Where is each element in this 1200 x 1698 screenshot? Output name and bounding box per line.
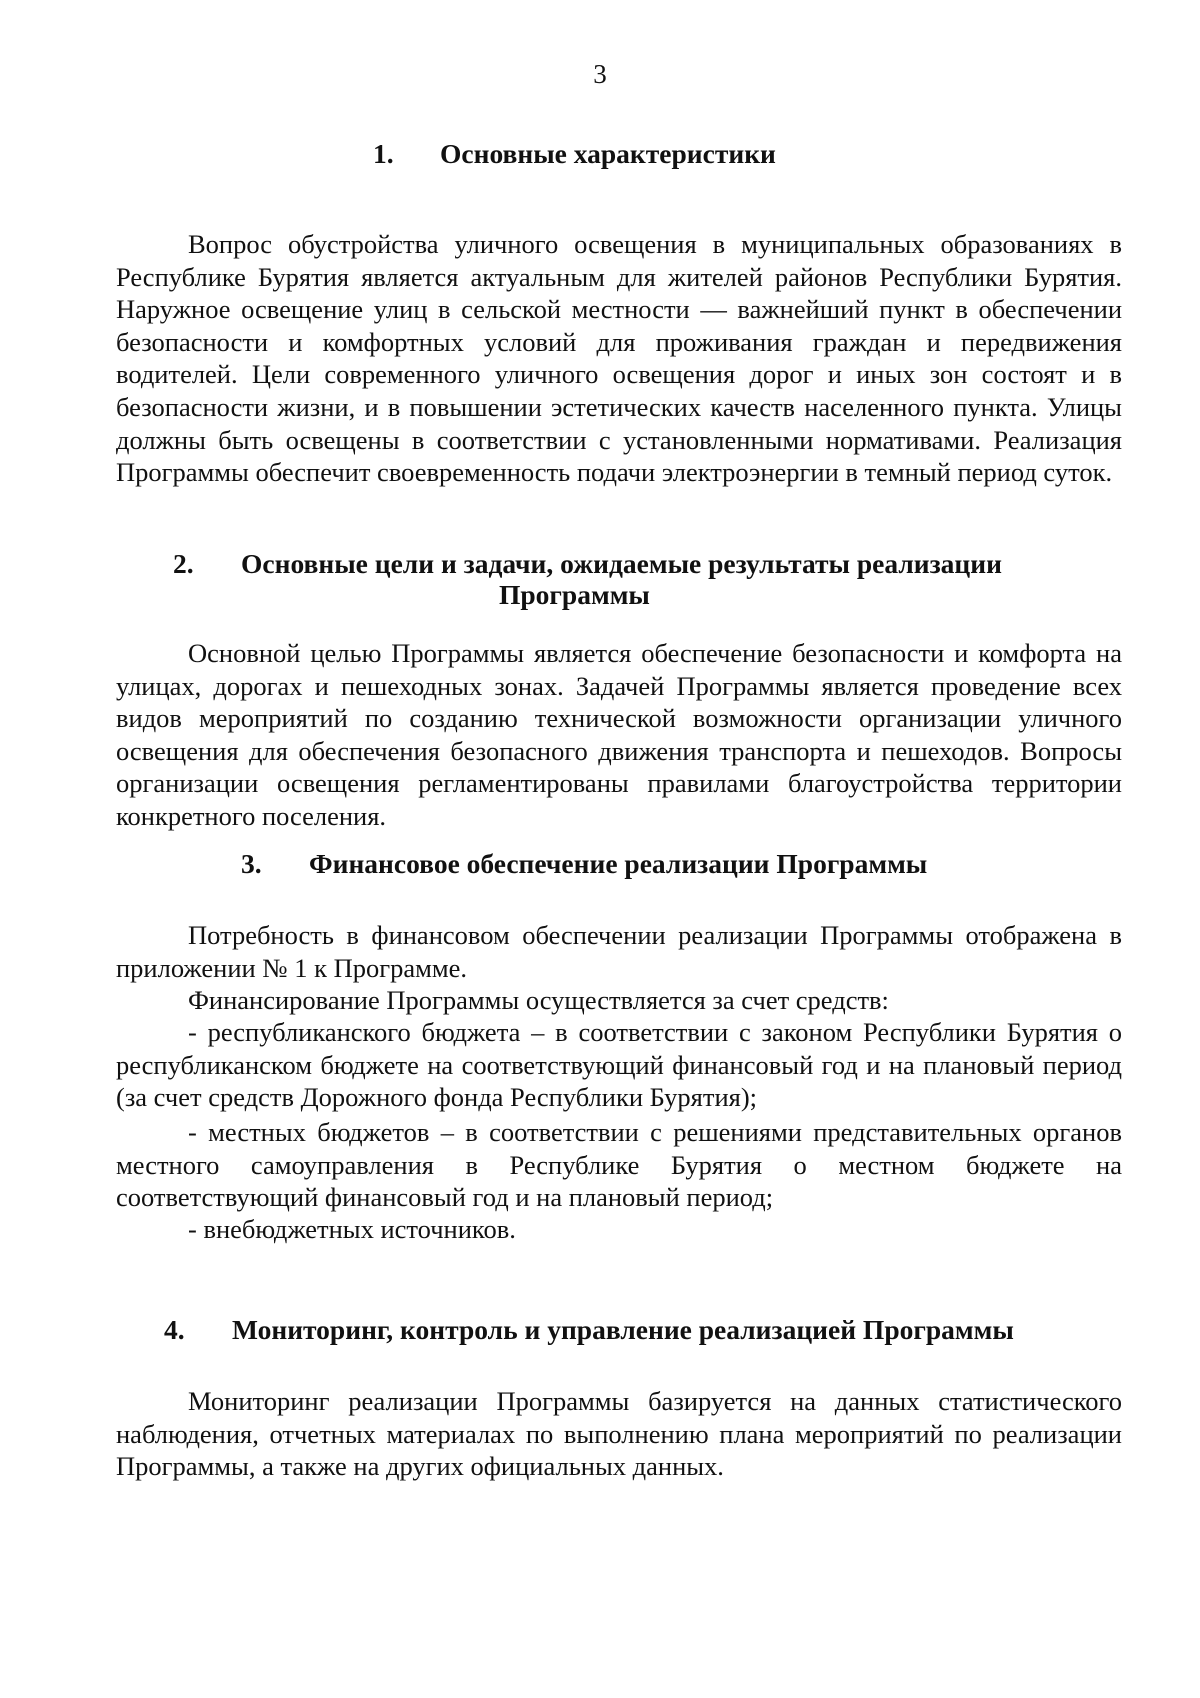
page-number: 3	[593, 59, 607, 89]
section-3-paragraph-4: - местных бюджетов – в соответствии с решениями представительных органов местного самоуправления в Республике Бурятия о местном бюджете на соответствующий финансовый год и на плановый период;	[116, 1117, 1122, 1213]
section-2-number: 2.	[173, 548, 194, 579]
section-4-heading	[164, 1314, 1064, 1346]
section-3-number: 3.	[241, 848, 262, 879]
section-3-title: Финансовое обеспечение реализации Программы	[309, 848, 928, 879]
section-2-title-line-1: Основные цели и задачи, ожидаемые результаты реализации	[241, 548, 1002, 579]
section-3-heading	[241, 848, 941, 880]
section-1-number: 1.	[373, 138, 394, 169]
section-3-paragraph-1: Потребность в финансовом обеспечении реализации Программы отображена в приложении № 1 к Программе.	[116, 920, 1122, 983]
section-1-heading	[373, 138, 873, 170]
section-2-heading	[173, 548, 1073, 612]
section-1-paragraph-1: Вопрос обустройства уличного освещения в муниципальных образованиях в Республике Бурятия является актуальным для жителей районов Республики Бурятия. Наружное освещение улиц в сельской местности — важнейший пункт в обеспечении безопасности и комфортных условий для проживания граждан и передвижения водителей. Цели современного уличного освещения дорог и иных зон состоят и в безопасности жизни, и в повышении эстетических качеств населенного пункта. Улицы должны быть освещены в соответствии с установленными нормативами. Реализация Программы обеспечит своевременность подачи электроэнергии в темный период суток.	[116, 229, 1122, 488]
section-2-paragraph-1: Основной целью Программы является обеспечение безопасности и комфорта на улицах, дорогах и пешеходных зонах. Задачей Программы является проведение всех видов мероприятий по созданию технической возможности организации уличного освещения для обеспечения безопасного движения транспорта и пешеходов. Вопросы организации освещения регламентированы правилами благоустройства территории конкретного поселения.	[116, 638, 1122, 831]
section-4-paragraph-1: Мониторинг реализации Программы базируется на данных статистического наблюдения, отчетных материалах по выполнению плана мероприятий по реализации Программы, а также на других официальных данных.	[116, 1386, 1122, 1482]
section-3-paragraph-2: Финансирование Программы осуществляется за счет средств:	[188, 985, 889, 1015]
section-4-number: 4.	[164, 1314, 185, 1345]
section-4-title: Мониторинг, контроль и управление реализацией Программы	[232, 1314, 1014, 1345]
section-3-paragraph-3: - республиканского бюджета – в соответствии с законом Республики Бурятия о республиканском бюджете на соответствующий финансовый год и на плановый период (за счет средств Дорожного фонда Республики Бурятия);	[116, 1017, 1122, 1113]
section-3-paragraph-5: - внебюджетных источников.	[188, 1214, 516, 1244]
section-2-title-line-2: Программы	[499, 579, 650, 610]
section-1-title: Основные характеристики	[440, 138, 776, 169]
